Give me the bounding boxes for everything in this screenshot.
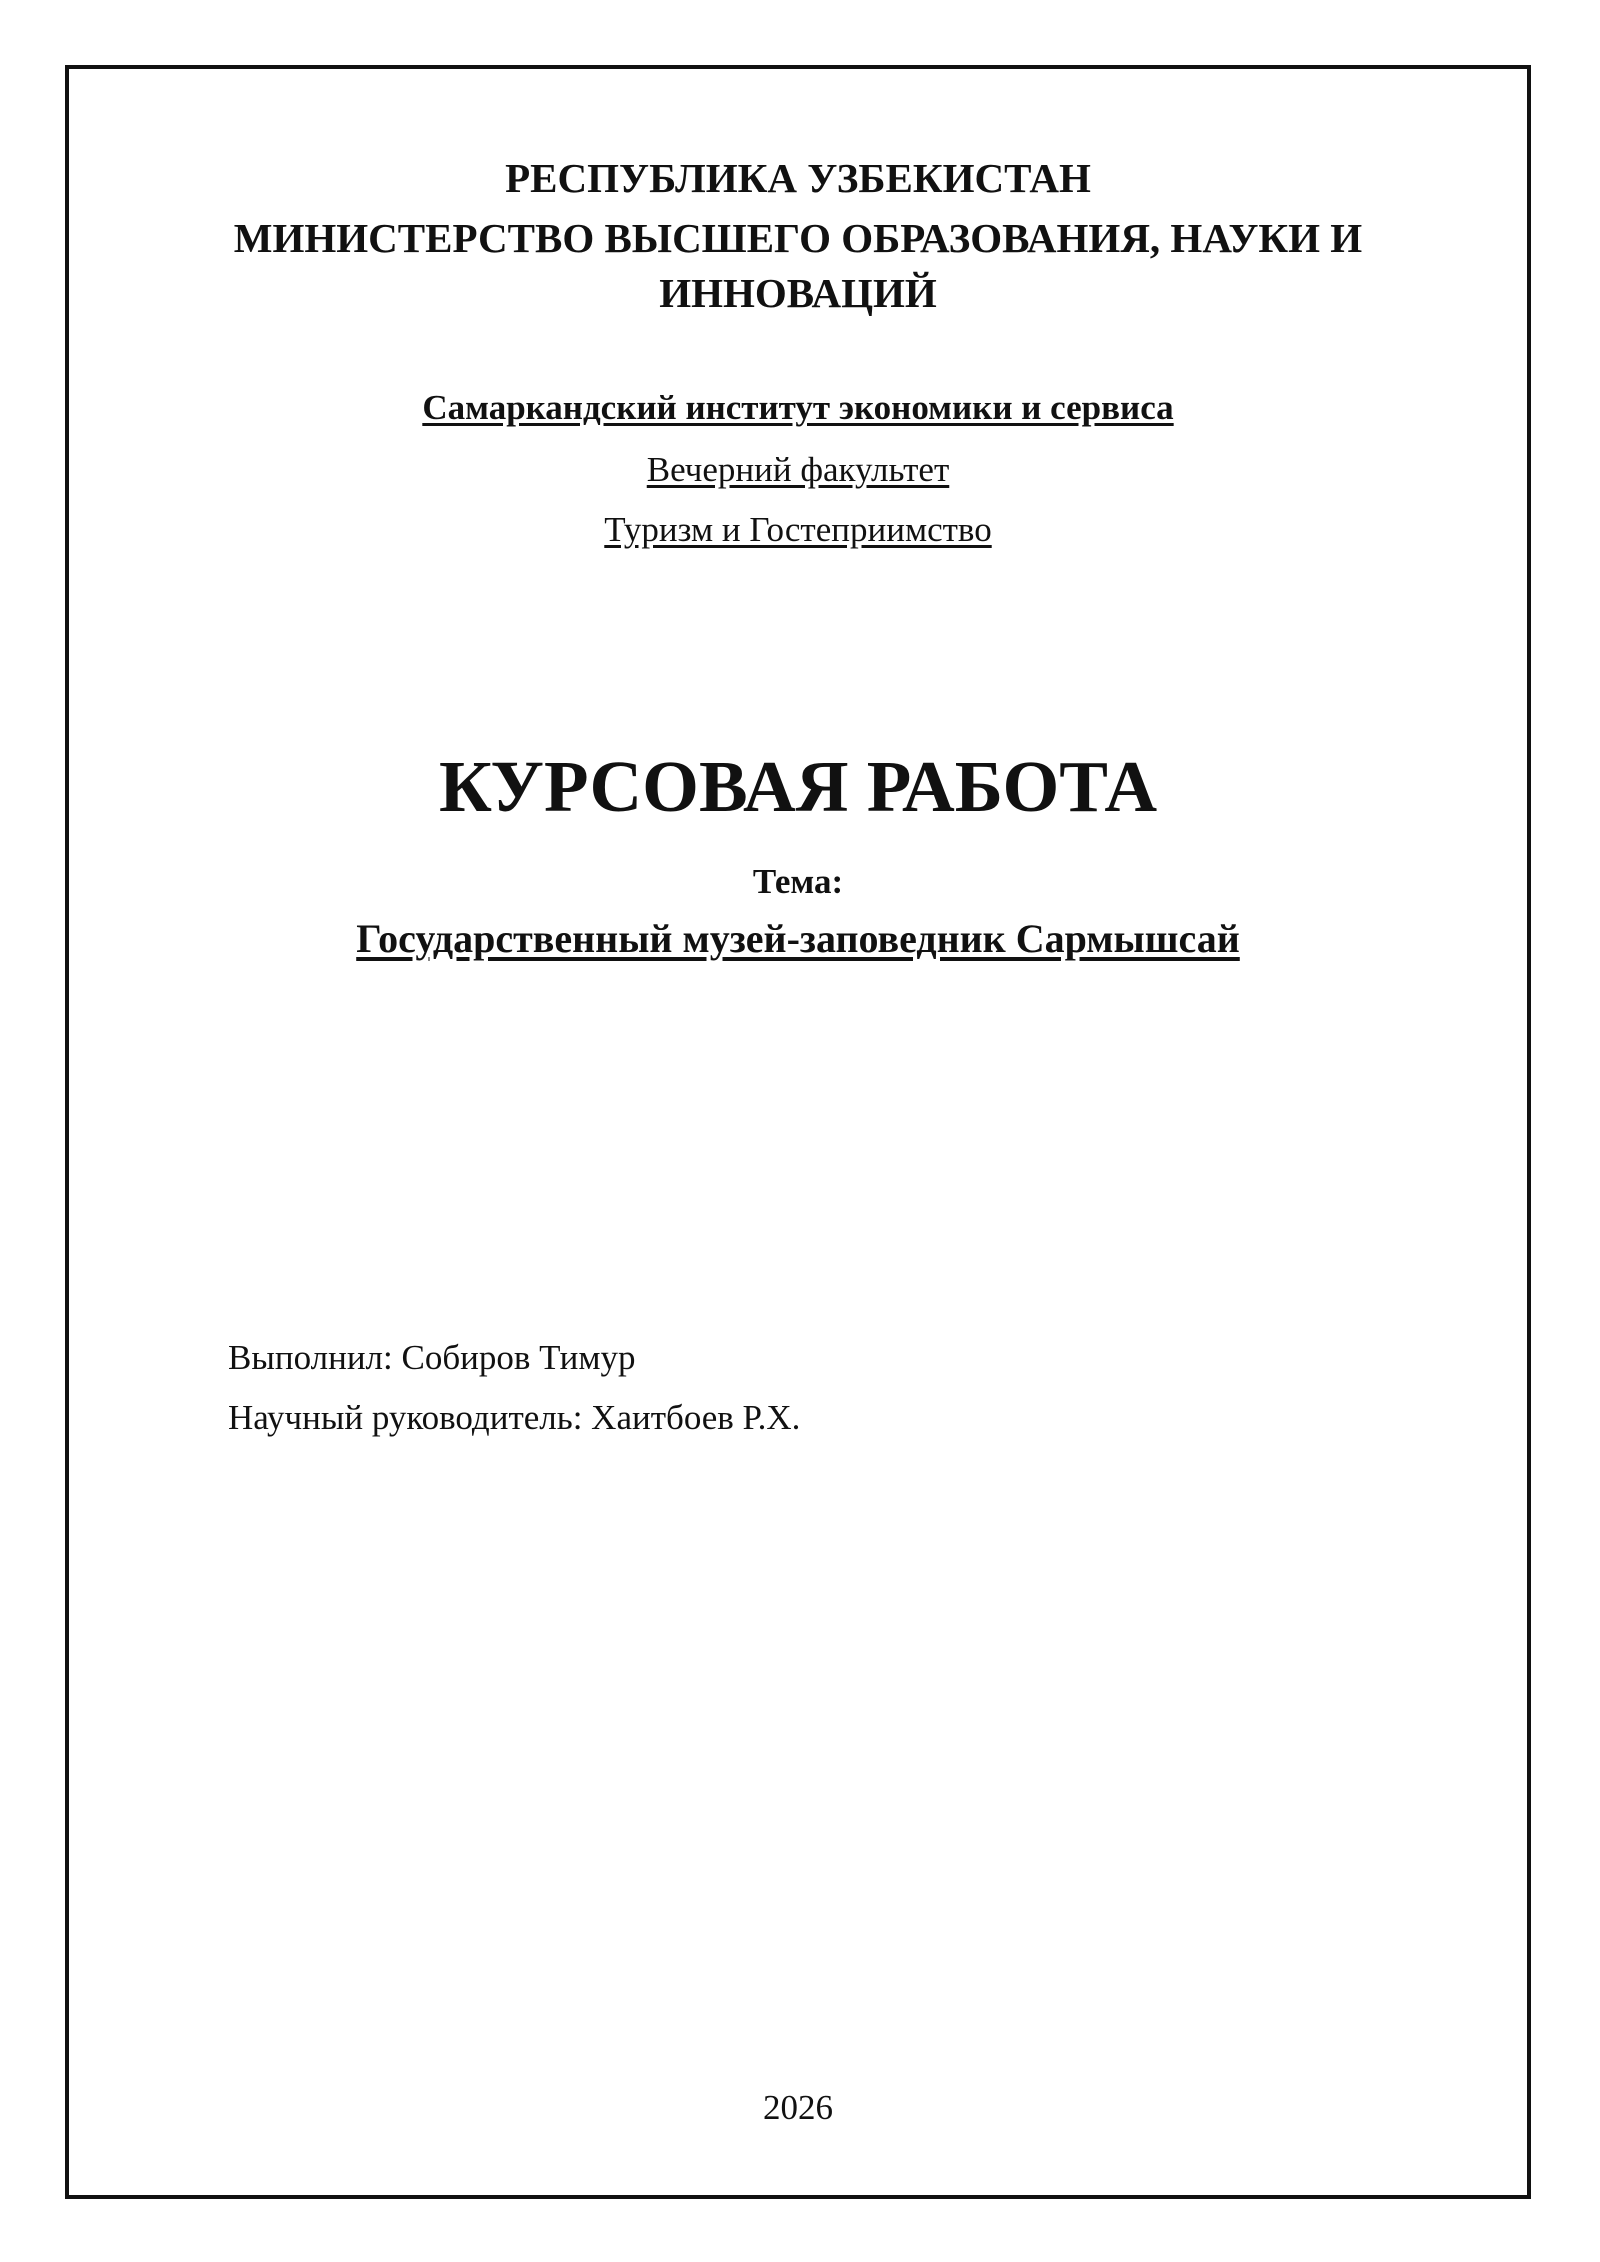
institute-name: Самаркандский институт экономики и сервиса [422,388,1174,427]
ministry-heading-line-1: МИНИСТЕРСТВО ВЫСШЕГО ОБРАЗОВАНИЯ, НАУКИ И [233,215,1363,261]
document-title: КУРСОВАЯ РАБОТА [438,746,1158,827]
theme-text: Государственный музей-заповедник Сармышсай [356,916,1240,961]
faculty-name: Вечерний факультет [646,450,950,489]
year: 2026 [763,2088,833,2127]
country-heading: РЕСПУБЛИКА УЗБЕКИСТАН [505,155,1091,201]
theme-label: Тема: [752,862,844,901]
supervisor-line: Научный руководитель: Хаитбоев Р.Х. [228,1398,801,1437]
ministry-heading-line-2: ИННОВАЦИЙ [659,270,937,316]
page-border-frame [65,65,1531,2199]
department-name: Туризм и Гостеприимство [604,510,992,549]
author-line: Выполнил: Собиров Тимур [228,1338,636,1377]
